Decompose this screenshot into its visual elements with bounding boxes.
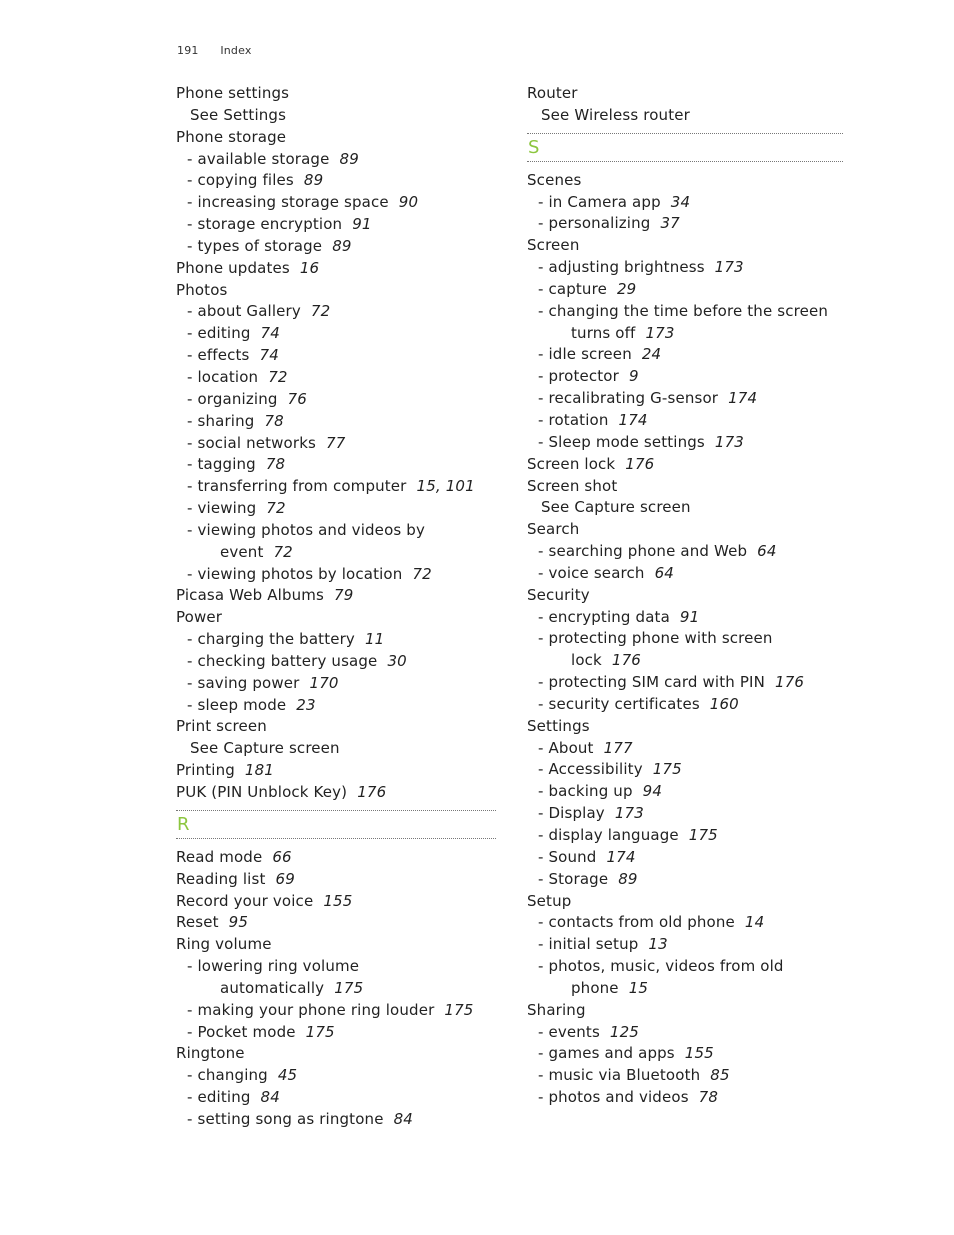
index-entry xyxy=(176,258,496,280)
index-entry xyxy=(527,672,843,694)
entry-page-ref: 89 xyxy=(339,149,359,168)
index-entry xyxy=(527,956,843,978)
entry-page-ref: 176 xyxy=(625,454,655,473)
entry-term: Read mode xyxy=(176,847,263,866)
page-number: 191 xyxy=(177,44,199,57)
index-entry xyxy=(176,1043,496,1065)
index-entry xyxy=(527,781,843,803)
index-entry xyxy=(176,891,496,913)
index-entry xyxy=(527,541,843,563)
index-entry xyxy=(527,497,843,519)
index-entry xyxy=(527,1022,843,1044)
entry-term: - copying files xyxy=(187,171,294,190)
entry-page-ref: 77 xyxy=(326,433,346,452)
entry-term: Phone updates xyxy=(176,258,290,277)
entry-term: - increasing storage space xyxy=(187,193,389,212)
index-entry xyxy=(176,127,496,149)
index-entry xyxy=(527,454,843,476)
entry-term: lock xyxy=(571,651,602,670)
entry-term: - viewing photos and videos by xyxy=(187,520,425,539)
index-entry xyxy=(527,83,843,105)
dotted-rule-bottom xyxy=(176,838,496,839)
entry-page-ref: 91 xyxy=(679,607,700,626)
entry-page-ref: 23 xyxy=(296,695,316,714)
entry-term: Security xyxy=(527,585,590,604)
entry-term: - editing xyxy=(187,324,251,343)
index-entry xyxy=(176,105,496,127)
entry-term: Picasa Web Albums xyxy=(176,586,325,605)
index-entry xyxy=(176,673,496,695)
index-entry xyxy=(527,891,843,913)
entry-page-ref: 79 xyxy=(334,586,354,605)
entry-page-ref: 175 xyxy=(334,978,364,997)
letter-divider-r xyxy=(176,810,496,839)
entry-page-ref: 173 xyxy=(614,804,644,823)
entry-term: - Display xyxy=(538,804,605,823)
entry-term: Phone storage xyxy=(176,127,287,146)
entry-term: Settings xyxy=(527,716,590,735)
entry-term: See Wireless router xyxy=(541,105,690,124)
entry-page-ref: 89 xyxy=(618,869,638,888)
entry-page-ref: 34 xyxy=(670,192,691,211)
entry-page-ref: 175 xyxy=(305,1022,335,1041)
index-entry xyxy=(176,1087,496,1109)
entry-term: - changing the time before the screen xyxy=(538,301,829,320)
index-entry xyxy=(176,149,496,171)
entry-term: Screen shot xyxy=(527,476,618,495)
entry-page-ref: 16 xyxy=(299,258,320,277)
index-entry xyxy=(527,803,843,825)
entry-page-ref: 37 xyxy=(660,214,680,233)
index-entry xyxy=(176,651,496,673)
entry-page-ref: 14 xyxy=(744,913,765,932)
index-entry xyxy=(527,1065,843,1087)
entry-term: - types of storage xyxy=(187,236,323,255)
entry-term: Phone settings xyxy=(176,84,290,102)
index-entry xyxy=(527,563,843,585)
entry-term: - setting song as ringtone xyxy=(187,1109,384,1128)
index-entry xyxy=(527,213,843,235)
entry-page-ref: 170 xyxy=(309,673,339,692)
entry-page-ref: 155 xyxy=(323,891,353,910)
entry-page-ref: 74 xyxy=(259,346,279,365)
entry-term: - backing up xyxy=(538,782,633,801)
index-entry xyxy=(176,498,496,520)
entry-term: - protecting SIM card with PIN xyxy=(538,673,765,692)
entry-term: - About xyxy=(538,738,594,757)
index-entry xyxy=(176,956,496,978)
entry-page-ref: 78 xyxy=(265,455,286,474)
index-entry xyxy=(527,628,843,650)
entry-term: - saving power xyxy=(187,673,300,692)
entry-page-ref: 176 xyxy=(357,783,387,801)
section-title: Index xyxy=(220,44,252,57)
entry-page-ref: 84 xyxy=(393,1109,413,1128)
entry-term: Ringtone xyxy=(176,1044,245,1063)
index-entry xyxy=(527,1000,843,1022)
entry-page-ref: 45 xyxy=(277,1066,298,1085)
entry-term: - events xyxy=(538,1022,600,1041)
dotted-rule-top xyxy=(527,133,843,134)
index-entry xyxy=(176,214,496,236)
entry-page-ref: 90 xyxy=(398,193,419,212)
entry-term: - Storage xyxy=(538,869,609,888)
entry-term: Reset xyxy=(176,913,219,932)
index-entry xyxy=(176,301,496,323)
entry-page-ref: 69 xyxy=(275,869,295,888)
index-entry xyxy=(527,585,843,607)
index-entry xyxy=(176,192,496,214)
index-entry xyxy=(527,847,843,869)
entry-page-ref: 173 xyxy=(714,258,744,277)
index-column-right xyxy=(527,83,843,1109)
entry-page-ref: 11 xyxy=(364,630,385,649)
index-entry xyxy=(527,432,843,454)
entry-page-ref: 155 xyxy=(684,1044,714,1063)
entry-term: Record your voice xyxy=(176,891,314,910)
entry-term: phone xyxy=(571,978,619,997)
entry-term: - storage encryption xyxy=(187,215,343,234)
entry-term: See Settings xyxy=(190,105,287,124)
entry-page-ref: 176 xyxy=(611,651,641,670)
index-entry xyxy=(527,170,843,192)
index-entry xyxy=(527,716,843,738)
index-entry xyxy=(527,366,843,388)
index-entry xyxy=(176,367,496,389)
entry-term: - organizing xyxy=(187,389,278,408)
entry-page-ref: 78 xyxy=(698,1088,719,1107)
entry-term: - making your phone ring louder xyxy=(187,1000,435,1019)
entry-term: - capture xyxy=(538,279,607,298)
index-entry xyxy=(527,912,843,934)
index-entry xyxy=(176,1022,496,1044)
entry-term: Scenes xyxy=(527,170,582,189)
entry-page-ref: 15, 101 xyxy=(416,477,475,496)
entry-term: Sharing xyxy=(527,1000,586,1019)
index-entry xyxy=(176,170,496,192)
entry-term: - protecting phone with screen xyxy=(538,629,773,648)
index-entry xyxy=(527,694,843,716)
entry-page-ref: 72 xyxy=(273,542,293,561)
entry-page-ref: 95 xyxy=(228,913,249,932)
index-entry xyxy=(527,410,843,432)
index-entry xyxy=(176,716,496,738)
entry-page-ref: 78 xyxy=(264,411,284,430)
entry-page-ref: 76 xyxy=(287,389,307,408)
entry-page-ref: 9 xyxy=(628,367,639,386)
entry-term: - searching phone and Web xyxy=(538,542,748,561)
entry-term: - sharing xyxy=(187,411,255,430)
index-column-left xyxy=(176,83,496,1131)
index-entry xyxy=(527,759,843,781)
entry-page-ref: 91 xyxy=(352,215,372,234)
entry-term: - sleep mode xyxy=(187,695,287,714)
entry-term: - games and apps xyxy=(538,1044,675,1063)
entry-term: - Sleep mode settings xyxy=(538,432,705,451)
entry-term: - encrypting data xyxy=(538,607,670,626)
entry-term: event xyxy=(220,542,264,561)
index-entry xyxy=(176,542,496,564)
index-entry xyxy=(176,782,496,804)
entry-term: - security certificates xyxy=(538,694,700,713)
entry-term: Power xyxy=(176,608,223,627)
entry-page-ref: 174 xyxy=(618,410,648,429)
entry-page-ref: 125 xyxy=(609,1022,640,1041)
index-entry xyxy=(527,1043,843,1065)
dotted-rule-bottom xyxy=(527,161,843,162)
index-entry xyxy=(527,235,843,257)
entry-term: See Capture screen xyxy=(541,498,691,517)
entry-term: - checking battery usage xyxy=(187,651,378,670)
index-entry xyxy=(176,323,496,345)
index-entry xyxy=(176,454,496,476)
index-entry xyxy=(176,847,496,869)
entry-page-ref: 175 xyxy=(444,1000,474,1019)
entry-term: - contacts from old phone xyxy=(538,913,735,932)
entry-term: Photos xyxy=(176,280,228,299)
entry-term: Print screen xyxy=(176,717,267,736)
index-entry xyxy=(176,476,496,498)
entry-term: - recalibrating G-sensor xyxy=(538,389,719,408)
index-entry xyxy=(527,825,843,847)
entry-term: Reading list xyxy=(176,869,266,888)
entry-term: - in Camera app xyxy=(538,192,661,211)
dotted-rule-top xyxy=(176,810,496,811)
index-entry xyxy=(176,585,496,607)
entry-page-ref: 72 xyxy=(412,564,432,583)
index-entry xyxy=(176,978,496,1000)
index-entry xyxy=(176,869,496,891)
entries-p xyxy=(176,83,496,804)
entry-page-ref: 15 xyxy=(628,978,649,997)
entry-term: turns off xyxy=(571,323,636,342)
entry-term: - tagging xyxy=(187,455,256,474)
entry-page-ref: 176 xyxy=(775,673,805,692)
entry-term: - Accessibility xyxy=(538,760,643,779)
index-entry xyxy=(176,695,496,717)
entry-term: - location xyxy=(187,367,259,386)
entry-page-ref: 160 xyxy=(709,694,739,713)
entry-page-ref: 175 xyxy=(652,760,682,779)
index-entry xyxy=(527,105,843,127)
entry-term: - initial setup xyxy=(538,935,639,954)
entry-term: - social networks xyxy=(187,433,316,452)
entry-page-ref: 94 xyxy=(642,782,663,801)
index-entry xyxy=(176,738,496,760)
index-entry xyxy=(527,1087,843,1109)
entries-s xyxy=(527,170,843,1109)
entry-term: - photos and videos xyxy=(538,1088,689,1107)
index-entry xyxy=(527,192,843,214)
index-entry xyxy=(527,388,843,410)
entry-term: PUK (PIN Unblock Key) xyxy=(176,783,348,801)
index-entry xyxy=(527,257,843,279)
index-entry xyxy=(527,476,843,498)
entry-term: - protector xyxy=(538,367,619,386)
entries-r-continued xyxy=(527,83,843,127)
entry-page-ref: 175 xyxy=(688,826,718,844)
section-letter: R xyxy=(177,813,190,835)
index-entry xyxy=(176,83,496,105)
entry-term: - transferring from computer xyxy=(187,477,407,496)
entries-r xyxy=(176,847,496,1131)
index-entry xyxy=(527,978,843,1000)
entry-term: automatically xyxy=(220,978,325,997)
index-entry xyxy=(527,650,843,672)
entry-term: - effects xyxy=(187,346,250,365)
index-entry xyxy=(527,519,843,541)
index-entry xyxy=(527,738,843,760)
entry-page-ref: 84 xyxy=(260,1088,280,1107)
entry-term: Setup xyxy=(527,891,572,910)
entry-term: - display language xyxy=(538,826,679,844)
entry-term: - available storage xyxy=(187,149,330,168)
index-entry xyxy=(176,433,496,455)
entry-page-ref: 64 xyxy=(757,542,777,561)
entry-term: See Capture screen xyxy=(190,739,340,758)
index-entry xyxy=(176,236,496,258)
index-entry xyxy=(527,344,843,366)
index-entry xyxy=(176,629,496,651)
entry-page-ref: 30 xyxy=(387,651,407,670)
entry-term: - Sound xyxy=(538,847,597,866)
entry-term: - Pocket mode xyxy=(187,1022,296,1041)
entry-page-ref: 173 xyxy=(645,323,675,342)
index-entry xyxy=(527,869,843,891)
index-entry xyxy=(176,389,496,411)
index-entry xyxy=(176,411,496,433)
entry-term: - rotation xyxy=(538,410,609,429)
entry-term: - about Gallery xyxy=(187,302,301,321)
entry-term: - personalizing xyxy=(538,214,651,233)
entry-page-ref: 72 xyxy=(266,499,286,518)
entry-term: Screen xyxy=(527,236,580,255)
entry-term: - voice search xyxy=(538,563,645,582)
entry-page-ref: 72 xyxy=(268,367,288,386)
index-entry xyxy=(527,279,843,301)
entry-term: - viewing xyxy=(187,499,257,518)
entry-term: Ring volume xyxy=(176,935,272,954)
entry-page-ref: 24 xyxy=(641,345,662,364)
index-entry xyxy=(176,760,496,782)
index-entry xyxy=(527,323,843,345)
index-entry xyxy=(176,1000,496,1022)
index-entry xyxy=(527,301,843,323)
entry-term: - music via Bluetooth xyxy=(538,1066,701,1085)
entry-term: - adjusting brightness xyxy=(538,258,705,277)
entry-page-ref: 85 xyxy=(710,1066,730,1085)
entry-term: - viewing photos by location xyxy=(187,564,403,583)
index-entry xyxy=(527,607,843,629)
entry-page-ref: 89 xyxy=(332,236,352,255)
index-entry xyxy=(176,345,496,367)
entry-term: Screen lock xyxy=(527,454,616,473)
entry-term: - lowering ring volume xyxy=(187,957,360,976)
entry-term: - editing xyxy=(187,1088,251,1107)
entry-term: - idle screen xyxy=(538,345,632,364)
entry-term: - photos, music, videos from old xyxy=(538,957,784,976)
page-header xyxy=(177,44,252,57)
entry-page-ref: 29 xyxy=(616,279,637,298)
entry-page-ref: 89 xyxy=(303,171,324,190)
entry-page-ref: 74 xyxy=(260,324,280,343)
index-entry xyxy=(176,912,496,934)
index-entry xyxy=(527,934,843,956)
entry-page-ref: 181 xyxy=(244,761,274,780)
entry-page-ref: 174 xyxy=(606,847,636,866)
index-entry xyxy=(176,280,496,302)
index-entry xyxy=(176,520,496,542)
entry-term: - charging the battery xyxy=(187,630,355,649)
entry-term: Printing xyxy=(176,761,235,780)
section-letter: S xyxy=(528,136,540,158)
entry-term: - changing xyxy=(187,1066,268,1085)
index-entry xyxy=(176,934,496,956)
index-entry xyxy=(176,1065,496,1087)
letter-divider-s xyxy=(527,133,843,162)
index-entry xyxy=(176,1109,496,1131)
entry-page-ref: 72 xyxy=(310,302,331,321)
entry-page-ref: 13 xyxy=(648,935,668,954)
entry-term: Router xyxy=(527,84,578,102)
entry-page-ref: 173 xyxy=(714,432,744,451)
index-entry xyxy=(176,564,496,586)
entry-page-ref: 64 xyxy=(654,563,674,582)
entry-page-ref: 177 xyxy=(603,738,633,757)
entry-page-ref: 174 xyxy=(728,389,758,408)
entry-term: Search xyxy=(527,520,580,539)
entry-page-ref: 66 xyxy=(272,847,292,866)
index-entry xyxy=(176,607,496,629)
